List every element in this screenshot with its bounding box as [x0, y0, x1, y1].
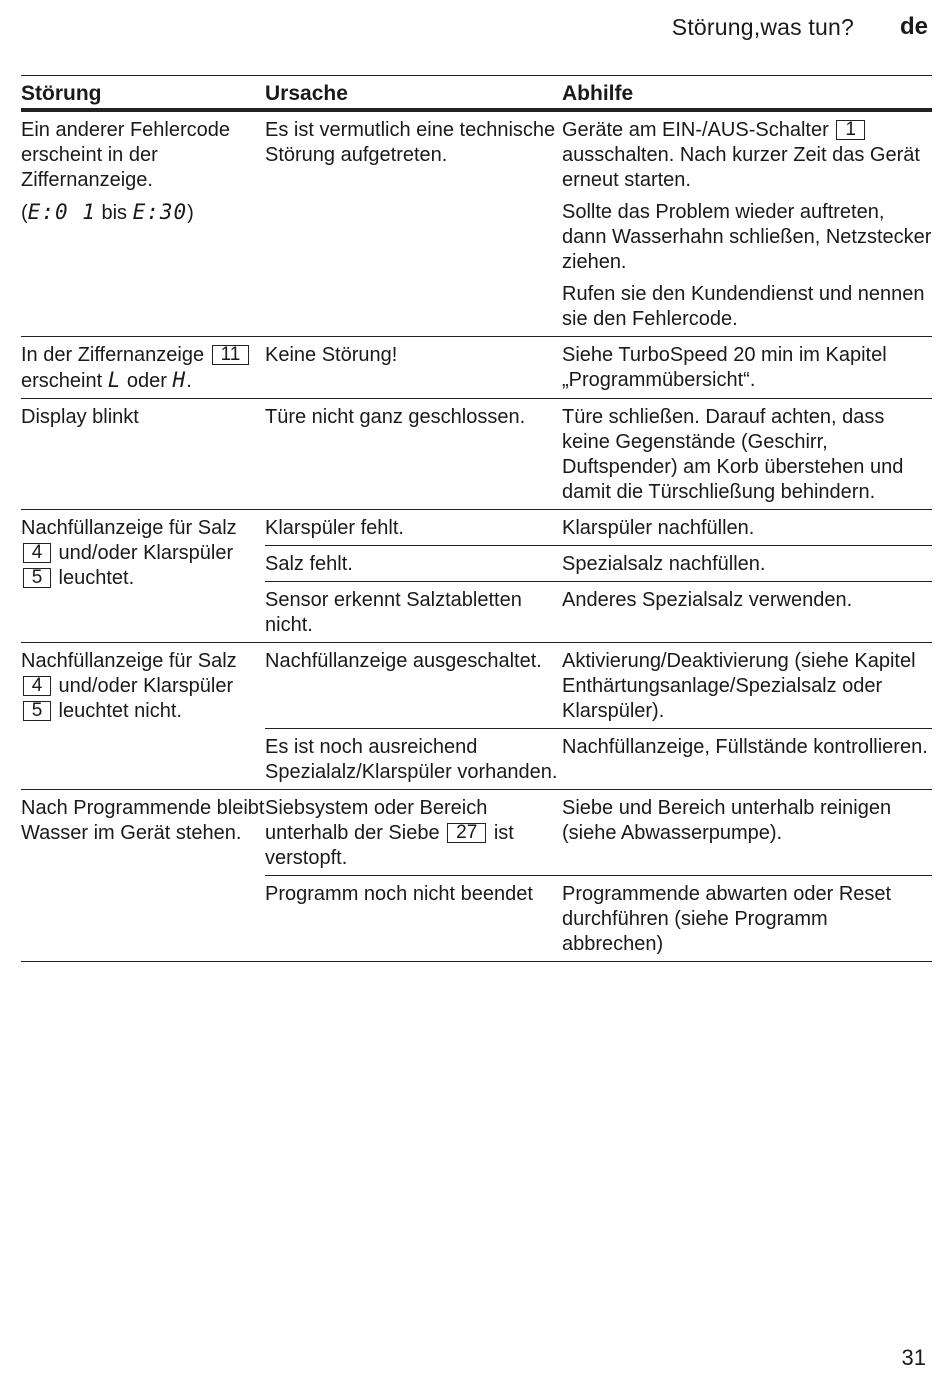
table-row [21, 643, 932, 790]
table-header [21, 76, 932, 112]
page-number: 31 [901, 1345, 926, 1370]
cause-cell: Es ist vermutlich eine technische Störung aufgetreten. [265, 119, 556, 166]
ref-box-4: 4 [23, 676, 51, 696]
problem-cell: Nachfüllanzeige für Salz 4 und/oder Klarspüler 5 leuchtet nicht. [21, 650, 237, 722]
cause-remedy-pair [265, 790, 932, 875]
column-header-ursache: Ursache [265, 82, 348, 105]
cause-cell: Türe nicht ganz geschlossen. [265, 406, 526, 428]
remedy-cell: Nachfüllanzeige, Füllstände kontrollieren. [562, 736, 928, 758]
remedy-cell: Siebe und Bereich unterhalb reinigen (siehe Abwasserpumpe). [562, 797, 892, 844]
remedy-cell: Türe schließen. Darauf achten, dass keine Gegenstände (Geschirr, Duftspender) am Korb überstehen und damit die Türschließung behindern. [562, 406, 904, 503]
remedy-cell: Geräte am EIN-/AUS-Schalter 1 ausschalten. Nach kurzer Zeit das Gerät erneut starten. Sollte das Problem wieder auftreten, dann Wasserhahn schließen, Netzstecker ziehen. Rufen sie den Kundendienst und nennen sie den Fehlercode. [562, 119, 932, 330]
problem-cell: Nach Programmende bleibt Wasser im Gerät stehen. [21, 797, 265, 844]
remedy-cell: Programmende abwarten oder Reset durchführen (siehe Programm abbrechen) [562, 883, 892, 955]
remedy-cell: Spezialsalz nachfüllen. [562, 553, 766, 575]
cause-cell: Salz fehlt. [265, 553, 353, 575]
problem-cell: Ein anderer Fehlercode erscheint in der Ziffernanzeige. (E:0 1 bis E:30) [21, 112, 265, 336]
ref-box-1: 1 [836, 120, 865, 140]
table-row [21, 399, 932, 510]
language-tag: de [899, 13, 928, 40]
cause-remedy-pair [265, 643, 932, 728]
remedy-cell: Aktivierung/Deaktivierung (siehe Kapitel Enthärtungsanlage/Spezialsalz oder Klarspüler). [562, 650, 916, 722]
remedy-cell: Anderes Spezialsalz verwenden. [562, 589, 853, 611]
cause-remedy-pair [265, 875, 932, 961]
cause-cell: Es ist noch ausreichend Spezialalz/Klarspüler vorhanden. [265, 736, 558, 783]
remedy-cell: Siehe TurboSpeed 20 min im Kapitel „Programmübersicht“. [562, 344, 887, 391]
cause-cell: Keine Störung! [265, 344, 398, 366]
cause-cell: Nachfüllanzeige ausgeschaltet. [265, 650, 542, 672]
problem-cell: In der Ziffernanzeige 11 erscheint L oder H. [21, 337, 265, 398]
cause-remedy-pair [265, 399, 932, 509]
cause-cell: Siebsystem oder Bereich unterhalb der Siebe 27 ist verstopft. [265, 797, 514, 869]
ref-box-27: 27 [447, 823, 486, 843]
cause-remedy-pair [265, 581, 932, 642]
problem-cell: Display blinkt [21, 406, 139, 428]
ref-box-4: 4 [23, 543, 51, 563]
table-row [21, 337, 932, 399]
problem-cell: Nachfüllanzeige für Salz 4 und/oder Klarspüler 5 leuchtet. [21, 517, 237, 589]
table-row [21, 112, 932, 337]
error-code-e30: E:30 [132, 200, 188, 224]
cause-remedy-pair [265, 545, 932, 581]
cause-cell: Programm noch nicht beendet [265, 883, 533, 905]
table-row [21, 510, 932, 643]
display-symbol-l: L [107, 368, 122, 392]
cause-remedy-pair [265, 337, 932, 397]
cause-remedy-pair [265, 510, 932, 545]
table-row [21, 790, 932, 962]
troubleshooting-table [21, 75, 932, 962]
column-header-abhilfe: Abhilfe [562, 82, 634, 105]
ref-box-5: 5 [23, 701, 51, 721]
error-code-range: (E:0 1 bis E:30) [21, 200, 194, 224]
cause-cell: Sensor erkennt Salztabletten nicht. [265, 589, 522, 636]
page-header [0, 12, 950, 46]
cause-remedy-pair [265, 112, 932, 336]
section-title: Störung,was tun? [671, 14, 854, 40]
cause-cell: Klarspüler fehlt. [265, 517, 404, 539]
display-symbol-h: H [172, 368, 187, 392]
ref-box-11: 11 [212, 345, 250, 365]
column-header-stoerung: Störung [21, 82, 102, 105]
cause-remedy-pair [265, 728, 932, 789]
ref-box-5: 5 [23, 568, 51, 588]
error-code-e01: E:0 1 [27, 200, 96, 224]
remedy-cell: Klarspüler nachfüllen. [562, 517, 755, 539]
